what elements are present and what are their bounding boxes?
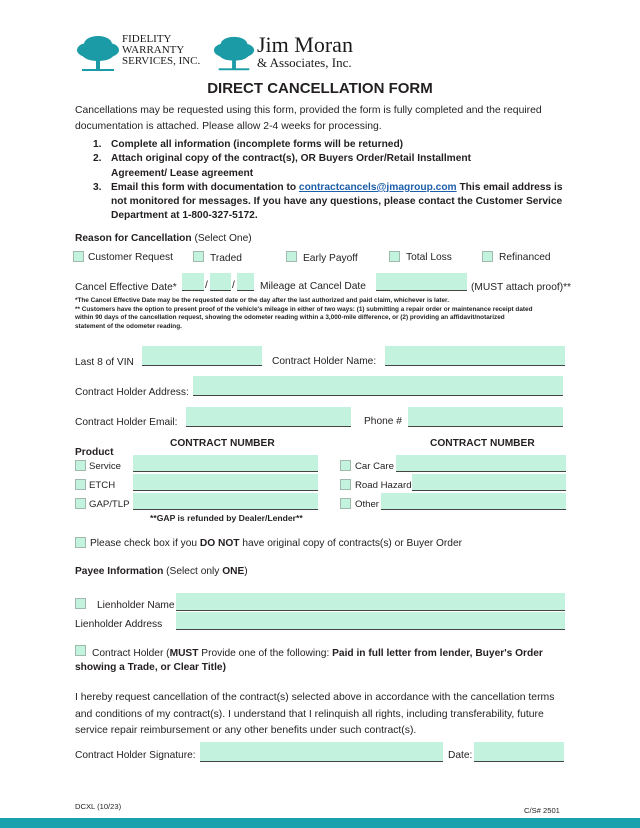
instruction-list [93,138,563,224]
payee-heading [75,566,248,577]
checkbox-etch[interactable] [75,479,86,490]
option-label: Early Payoff [303,253,358,264]
contract-number-heading: CONTRACT NUMBER [170,438,275,449]
cancel-effective-label: Cancel Effective Date* [75,282,177,293]
instruction-text: Email this form with documentation to [111,181,299,193]
footnote-mileage: statement of the odometer reading. [75,322,182,330]
agreement-line: I hereby request cancellation of the contract(s) selected above in accordance with the cancellation terms [75,692,555,703]
holder-address-field[interactable] [193,376,563,396]
fidelity-logo [76,34,206,74]
product-label: GAP/TLP [89,499,130,510]
payee-heading-text: ) [244,566,248,577]
product-label: Other [355,499,379,510]
logo2-sub: & Associates, Inc. [257,55,352,70]
holder-address-label: Contract Holder Address: [75,387,189,398]
product-label: Car Care [355,461,394,472]
vin-label: Last 8 of VIN [75,357,134,368]
checkbox-other[interactable] [340,498,351,509]
holder-name-label: Contract Holder Name: [272,356,377,367]
contract-holder-payee-label [92,648,543,659]
contract-holder-payee-label-cont: showing a Trade, or Clear Title) [75,662,226,673]
lienholder-name-field[interactable] [176,593,565,611]
agreement-line: service repair reimbursement or any other benefits under such contract(s). [75,725,417,736]
checkbox-total-loss[interactable] [389,251,400,262]
etch-contract-field[interactable] [133,474,318,491]
no-original-label [90,538,462,549]
instruction-text: not monitored for messages. If you have any questions, please contact the Customer Service [111,196,563,208]
phone-label: Phone # [364,416,402,427]
option-label: Total Loss [406,252,452,263]
footnote-mileage: within 90 days of the cancellation request, showing the odometer reading within a 3,000-mile difference, or (2) providing an affidavit/notarized [75,314,505,322]
payee-bold: Paid in full letter from lender, Buyer's Order [332,648,543,659]
checkbox-no-original[interactable] [75,537,86,548]
payee-heading-bold: Payee Information [75,566,164,577]
other-contract-field[interactable] [381,493,566,510]
checkbox-contract-holder[interactable] [75,645,86,656]
page-title: DIRECT CANCELLATION FORM [207,80,433,97]
product-heading: Product [75,447,114,458]
reason-heading-bold: Reason for Cancellation [75,233,192,244]
checkbox-customer-request[interactable] [73,251,84,262]
product-label: ETCH [89,480,116,491]
agreement-line: and conditions of my contract(s). I understand that I relinquish all rights, including transferability, future [75,708,544,720]
payee-heading-text: (Select only [163,566,223,577]
car-care-contract-field[interactable] [396,455,566,472]
phone-field[interactable] [408,407,563,427]
lienholder-address-label: Lienholder Address [75,619,163,630]
tree-icon [76,34,120,74]
gap-contract-field[interactable] [133,493,318,510]
signature-label: Contract Holder Signature: [75,750,196,761]
checkbox-car-care[interactable] [340,460,351,471]
instruction-number: 3. [93,181,102,193]
no-original-bold: DO NOT [199,538,240,549]
checkbox-road-hazard[interactable] [340,479,351,490]
cancel-day-field[interactable] [210,273,231,291]
cancel-month-field[interactable] [182,273,204,291]
cancel-year-field[interactable] [237,273,254,291]
tree-icon [213,34,255,74]
instruction-text: Attach original copy of the contract(s), OR Buyers Order/Retail Installment [111,153,472,165]
instruction-number: 1. [93,139,102,150]
lienholder-name-label: Lienholder Name [97,600,175,611]
mileage-field[interactable] [376,273,467,291]
payee-text: Contract Holder ( [92,648,170,659]
checkbox-service[interactable] [75,460,86,471]
instruction-text: Agreement/ Lease agreement [111,167,254,179]
proof-note: (MUST attach proof)** [471,282,572,293]
email-link[interactable]: contractcancels@jmagroup.com [298,181,457,193]
no-original-text: have original copy of contracts(s) or Buyer Order [239,538,463,549]
date-field[interactable] [474,742,564,762]
date-slash: / [205,280,208,291]
payee-heading-bold: ONE [222,566,245,577]
reason-heading-rest: (Select One) [191,233,252,244]
contract-number-heading: CONTRACT NUMBER [430,438,535,449]
checkbox-traded[interactable] [193,251,204,262]
footnote-effective-date: *The Cancel Effective Date may be the requested date or the day after the last authorized and paid claim, whichever is later. [75,297,449,304]
holder-email-label: Contract Holder Email: [75,417,178,428]
cs-code: C/S# 2501 [524,806,560,815]
vin-field[interactable] [142,346,262,366]
option-label: Traded [210,253,242,264]
checkbox-gap-tlp[interactable] [75,498,86,509]
instruction-text: Department at 1-800-327-5172. [111,210,258,222]
jim-moran-logo [213,34,373,74]
checkbox-lienholder[interactable] [75,598,86,609]
service-contract-field[interactable] [133,455,318,472]
checkbox-early-payoff[interactable] [286,251,297,262]
holder-email-field[interactable] [186,407,351,427]
no-original-text: Please check box if you [90,538,200,549]
date-label: Date: [448,750,473,761]
product-label: Road Hazard [355,480,412,491]
footer-bar [0,818,640,828]
road-hazard-contract-field[interactable] [412,474,566,491]
logo1-line: WARRANTY [122,44,185,56]
logo2-name: Jim Moran [257,32,353,57]
mileage-label: Mileage at Cancel Date [260,281,366,292]
signature-field[interactable] [200,742,443,762]
gap-note: **GAP is refunded by Dealer/Lender** [150,513,303,523]
intro-line: Cancellations may be requested using this form, provided the form is fully completed and the required [75,105,542,116]
reason-heading [75,233,252,244]
footnote-mileage: ** Customers have the option to present proof of the vehicle's mileage in either of two ways: (1) submitting a repair order or maintenance receipt dated [75,305,533,313]
option-label: Refinanced [499,252,551,263]
logo1-line: SERVICES, INC. [122,55,201,67]
payee-bold: MUST [169,648,199,659]
intro-line: documentation is attached. Please allow 2-4 weeks for processing. [75,120,382,132]
date-slash: / [232,280,235,291]
lienholder-address-field[interactable] [176,612,565,630]
instruction-text: This email address is [456,181,563,193]
logo1-line: FIDELITY [122,33,172,45]
form-code: DCXL (10/23) [75,802,122,811]
option-label: Customer Request [88,252,173,263]
instruction-text: Complete all information (incomplete forms will be returned) [111,139,404,150]
checkbox-refinanced[interactable] [482,251,493,262]
product-label: Service [89,461,121,472]
instruction-number: 2. [93,153,102,165]
payee-text: Provide one of the following: [198,648,333,659]
holder-name-field[interactable] [385,346,565,366]
